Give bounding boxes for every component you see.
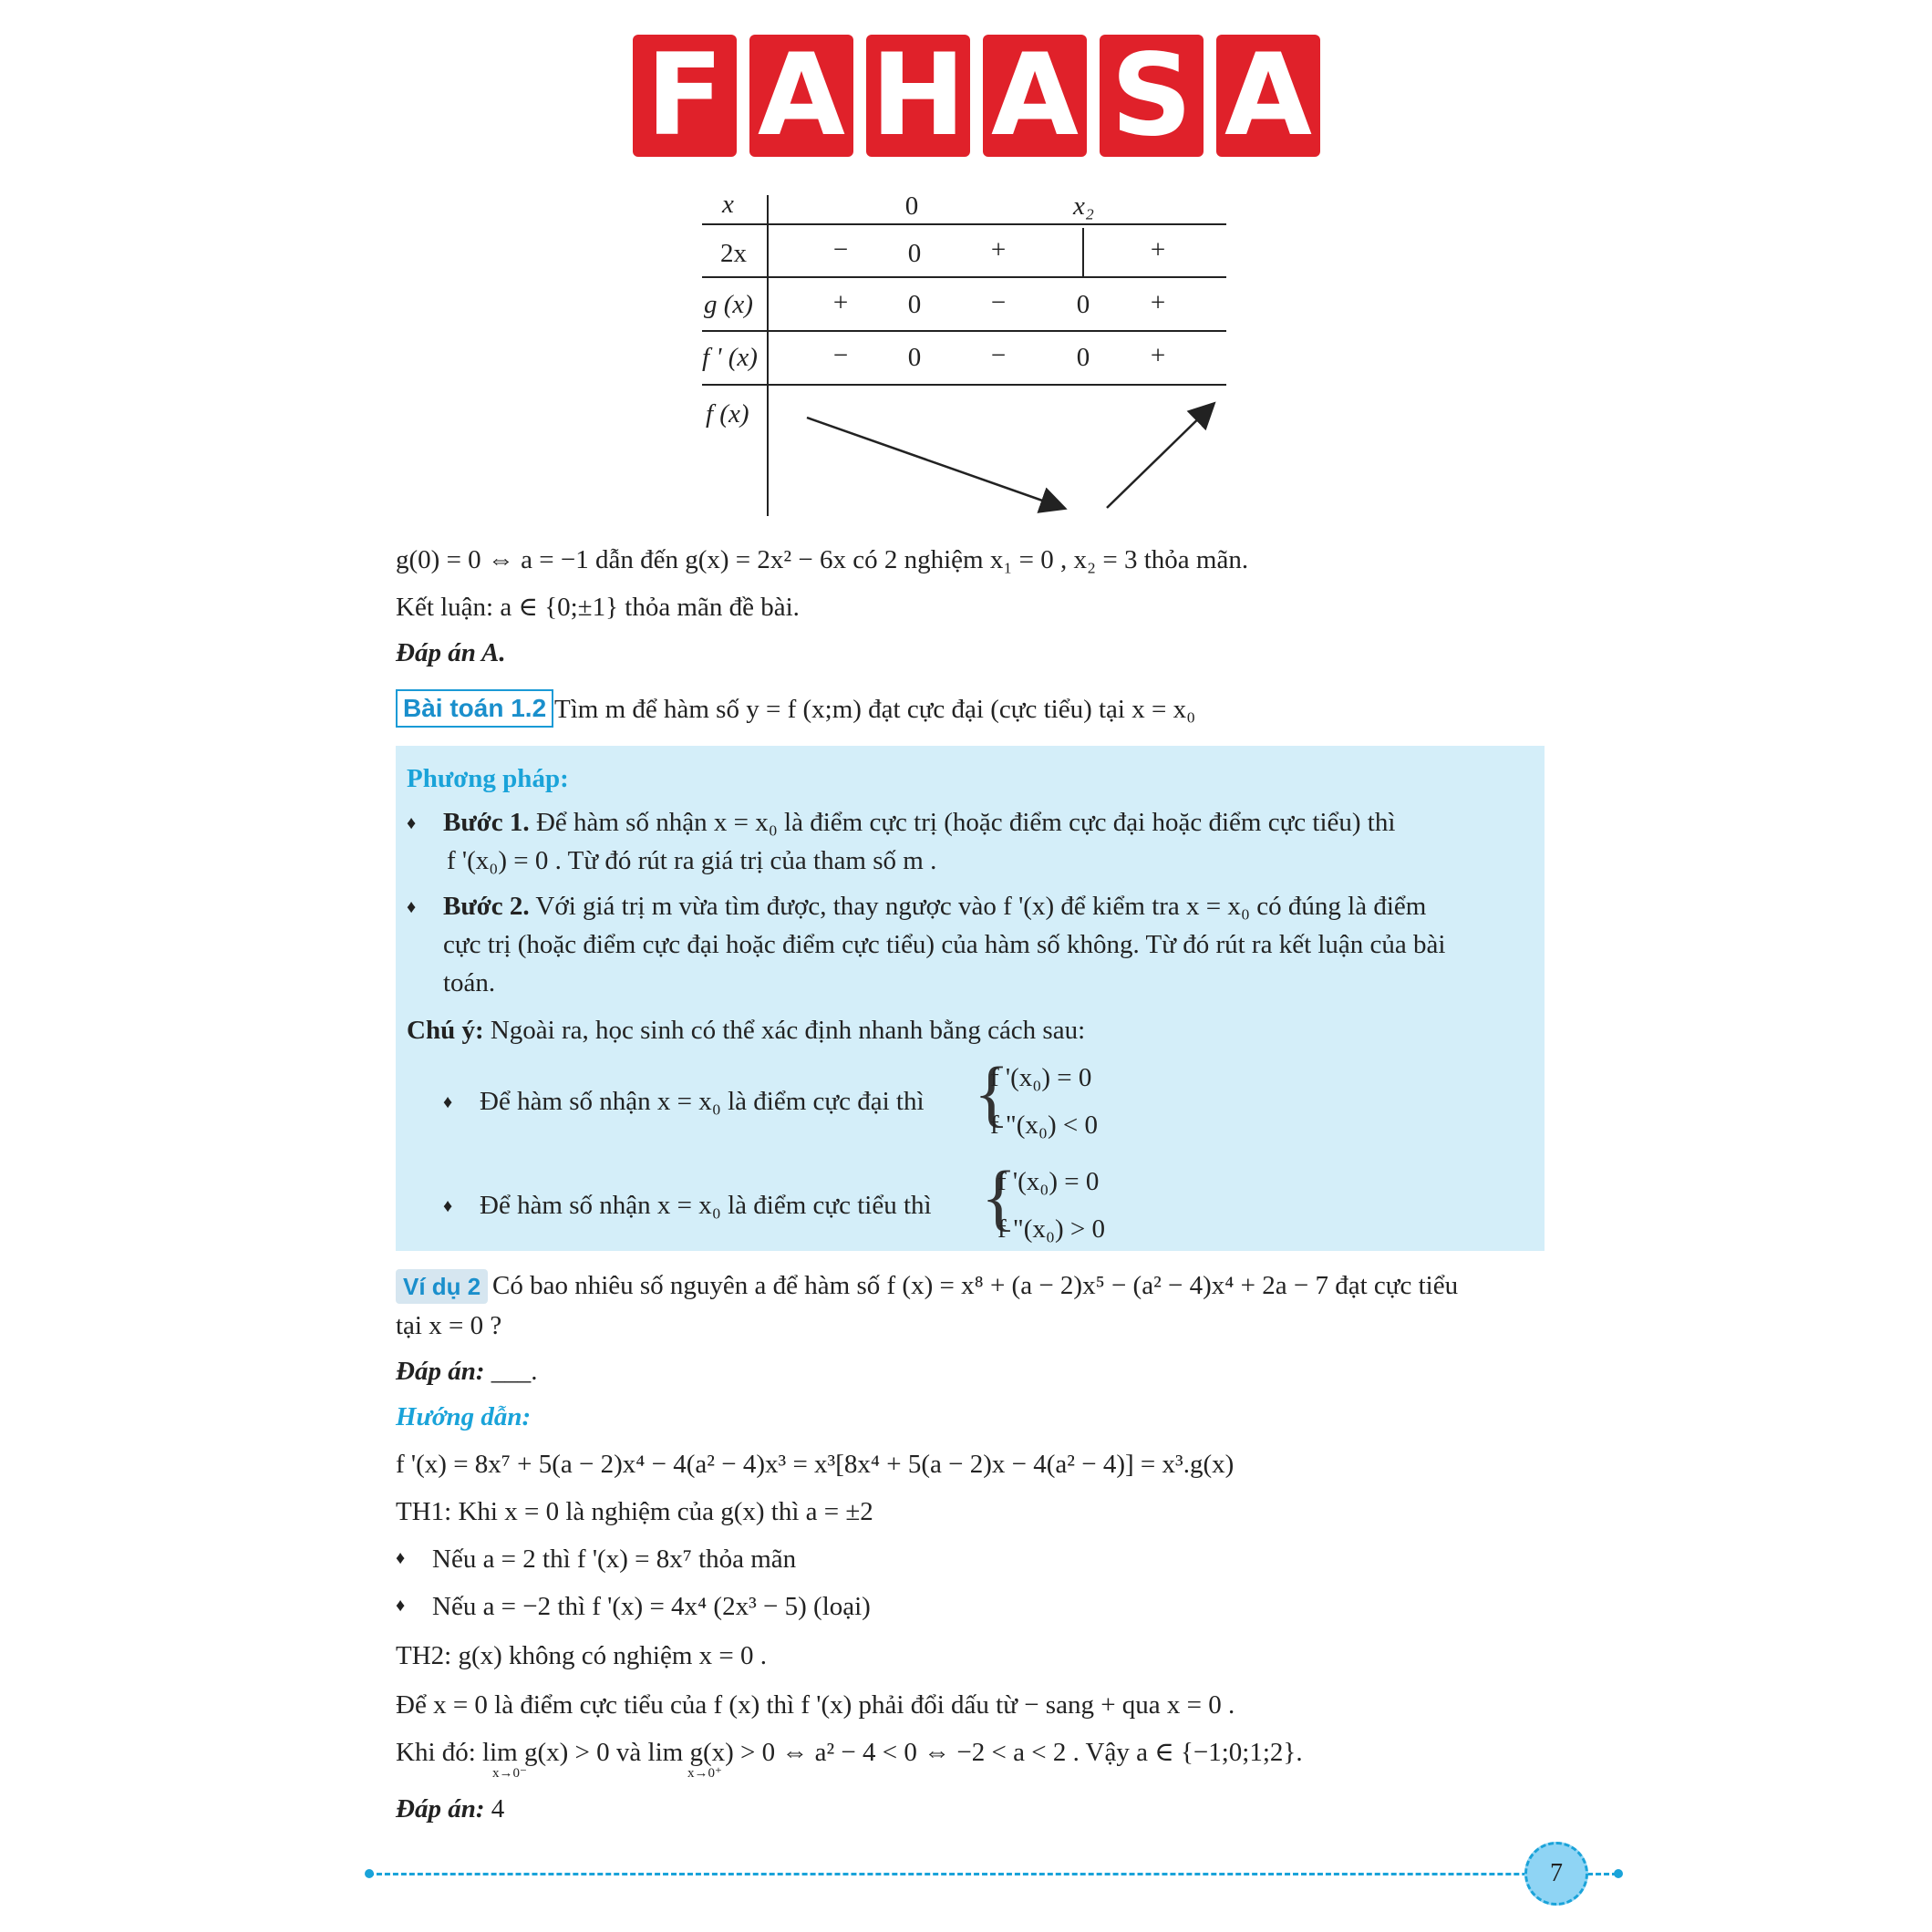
footer-dot [1614,1869,1623,1878]
step2-label: Bước 2. [443,892,530,921]
min-cond-1: f '(x₀) = 0 [997,1167,1100,1196]
diamond-bullet-icon: ♦ [443,1092,453,1112]
lim1-subscript: x→0⁻ [492,1766,527,1781]
logo-letter: F [633,35,737,157]
left-brace-icon: { [981,1155,1018,1238]
sign-cell: 0 [907,239,922,268]
limits-line: Khi đó: lim g(x) > 0 và lim g(x) > 0 ⇔ a² − 4 < 0 ⇔ −2 < a < 2 . Vậy a ∈ {−1;0;1;2}. [396,1738,1303,1767]
sign-cell: − [832,235,849,264]
max-condition-text: Để hàm số nhận x = x₀ là điểm cực đại thì [480,1087,925,1116]
derivative-line: f '(x) = 8x⁷ + 5(a − 2)x⁴ − 4(a² − 4)x³ = x³[8x⁴ + 5(a − 2)x − 4(a² − 4)] = x³.g(x) [396,1450,1235,1479]
diamond-bullet-icon: ♦ [407,813,417,833]
final-answer-label: Đáp án: [396,1794,485,1824]
case1-line: Nếu a = 2 thì f '(x) = 8x⁷ thỏa mãn [432,1545,797,1574]
note-line [407,1014,1085,1047]
x-value: 0 [904,191,919,221]
sign-cell: + [990,235,1007,264]
step2-text: Với giá trị m vừa tìm được, thay ngược vào f '(x) để kiểm tra x = x₀ có đúng là điểm [529,892,1427,921]
variation-table [693,182,1240,520]
diamond-bullet-icon: ♦ [407,897,417,917]
step2-line3: toán. [443,968,496,997]
sign-cell: − [990,341,1007,370]
example-question-1: Có bao nhiêu số nguyên a để hàm số f (x) = x⁸ + (a − 2)x⁵ − (a² − 4)x⁴ + 2a − 7 đạt cực tiểu [492,1271,1459,1300]
sign-cell: + [1150,235,1166,264]
decreasing-arrow [807,418,1063,508]
method-heading: Phương pháp: [407,764,569,793]
intro-line-1: g(0) = 0 ⇔ a = −1 dẫn đến g(x) = 2x² − 6x có 2 nghiệm x₁ = 0 , x₂ = 3 thỏa mãn. [396,545,1249,574]
answer-label: Đáp án: [396,1357,485,1386]
answer-blank: ___. [484,1357,538,1386]
sign-cell: + [1150,341,1166,370]
max-cond-1: f '(x₀) = 0 [990,1063,1092,1092]
final-answer-value: 4 [484,1794,505,1824]
step1-line1 [443,806,1395,839]
note-text: Ngoài ra, học sinh có thể xác định nhanh bằng cách sau: [483,1016,1086,1045]
step1-label: Bước 1. [443,808,530,837]
max-cond-2: f "(x₀) < 0 [990,1111,1099,1140]
logo-letter: A [1216,35,1320,157]
left-brace-icon: { [974,1051,1010,1134]
lim2-subscript: x→0⁺ [687,1766,722,1781]
th2-line: TH2: g(x) không có nghiệm x = 0 . [396,1641,767,1670]
final-answer-line [396,1793,504,1825]
diamond-bullet-icon: ♦ [396,1596,406,1616]
logo-letter: S [1100,35,1204,157]
sign-cell: + [832,288,849,317]
footer-dashed-line [368,1873,1617,1875]
step1-line2: f '(x₀) = 0 . Từ đó rút ra giá trị của tham số m . [447,846,937,875]
row-label-x: x [722,190,734,219]
step1-text: Để hàm số nhận x = x₀ là điểm cực trị (hoặc điểm cực đại hoặc điểm cực tiểu) thì [529,808,1396,837]
sign-cell: − [990,288,1007,317]
problem-tag: Bài toán 1.2 [396,689,553,728]
example-question-2: tại x = 0 ? [396,1311,502,1340]
sign-cell: 0 [1076,343,1090,372]
page-number: 7 [1524,1842,1588,1906]
sign-cell: + [1150,288,1166,317]
step2-line2: cực trị (hoặc điểm cực đại hoặc điểm cực tiểu) của hàm số không. Từ đó rút ra kết luận của bài [443,930,1446,959]
sign-cell: 0 [907,343,922,372]
row-label-2x: 2x [720,239,747,268]
sign-cell: − [832,341,849,370]
logo-letter: A [983,35,1087,157]
sign-cell: 0 [1076,290,1090,319]
logo-letter: H [866,35,970,157]
example-tag: Ví dụ 2 [396,1269,488,1304]
case2-line: Nếu a = −2 thì f '(x) = 4x⁴ (2x³ − 5) (loại) [432,1592,871,1621]
problem-text: Tìm m để hàm số y = f (x;m) đạt cực đại (cực tiểu) tại x = x₀ [554,695,1196,724]
logo-letter: A [749,35,853,157]
intro-line-2: Kết luận: a ∈ {0;±1} thỏa mãn đề bài. [396,593,800,622]
note-label: Chú ý: [407,1016,484,1045]
diamond-bullet-icon: ♦ [396,1548,406,1568]
footer-dot [365,1869,374,1878]
min-condition-text: Để hàm số nhận x = x₀ là điểm cực tiểu thì [480,1191,932,1220]
condition-line: Để x = 0 là điểm cực tiểu của f (x) thì f '(x) phải đổi dấu từ − sang + qua x = 0 . [396,1690,1235,1720]
step2-line1 [443,890,1426,923]
sign-cell: 0 [907,290,922,319]
x-value: x₂ [1073,191,1094,221]
example-answer-line [396,1355,537,1388]
row-label-fprime: f ' (x) [702,343,758,372]
row-label-g: g (x) [704,290,753,319]
th1-line: TH1: Khi x = 0 là nghiệm của g(x) thì a = ±2 [396,1497,873,1526]
min-cond-2: f "(x₀) > 0 [997,1214,1106,1244]
diamond-bullet-icon: ♦ [443,1196,453,1216]
guide-heading: Hướng dẫn: [396,1402,532,1431]
row-label-f: f (x) [706,399,749,429]
intro-answer: Đáp án A. [396,638,506,667]
fahasa-logo [633,30,1320,161]
increasing-arrow [1107,405,1213,508]
